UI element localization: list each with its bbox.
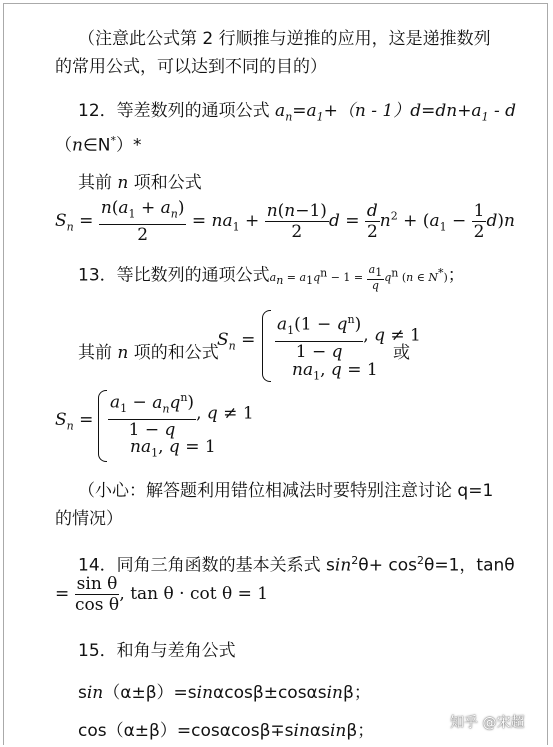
item15-formula-1: sin（α±β）=sinαcosβ±cosαsinβ； bbox=[78, 683, 371, 703]
item13-sum-lhs: $S_n$ = bbox=[217, 330, 256, 353]
item15-formula-2: cos（α±β）=cosαcosβ∓sinαsinβ； bbox=[78, 721, 375, 741]
item13-alt-case-1: $\frac{a_1 - a_nq^n)}{1 - q}$ , q ≠ 1 bbox=[108, 388, 254, 440]
left-brace-1 bbox=[262, 310, 271, 382]
item13-alt-case-2: $na_1$, q = 1 bbox=[130, 437, 216, 460]
item12-sum-label: 其前 n 项和公式 bbox=[78, 173, 202, 193]
left-brace-2 bbox=[98, 390, 107, 462]
item13-alt-lhs: $S_n$ = bbox=[55, 410, 94, 433]
item14-line-1: 14．同角三角函数的基本关系式 $\sin^2\theta+ \cos^2\theta=1$，tanθ bbox=[78, 554, 515, 576]
item12-condition: （n∈N*）* bbox=[55, 134, 142, 156]
item13-line bbox=[78, 262, 465, 292]
or-label: 或 bbox=[393, 343, 410, 363]
item13-case-2: $na_1$, q = 1 bbox=[292, 360, 378, 383]
item13-case-1: $\frac{a_1(1 - q^n)}{1 - q}$ , q ≠ 1 bbox=[275, 310, 421, 362]
item12-prefix: 12．等差数列的通项公式 bbox=[78, 101, 276, 121]
item13-sum-label: 其前 n 项的和公式 bbox=[78, 343, 219, 363]
caution-line-1: （小心：解答题利用错位相减法时要特别注意讨论 q=1 bbox=[78, 481, 494, 501]
item14-line-2: = $\frac{\text{sin θ}}{\text{cos θ}}$ , tan θ · cot θ = 1 bbox=[55, 574, 269, 615]
item12-sum-formula: $S_n$ = $\frac{n(a_1 + a_n)}{2}$ = $na_1$ + $\frac{n(n-1)}{2}$ d = $\frac{d}{2}$ $n^2 + (a_1$ − $\frac{1}{2}$ d)n bbox=[55, 198, 515, 246]
item13-formula: $a_n = a_1q^n - 1$ = $\frac{a_1}{q}$ $q^n$ (n ∈ N*) bbox=[269, 262, 448, 292]
item13-prefix: 13．等比数列的通项公式 bbox=[78, 265, 270, 286]
item15-title: 15．和角与差角公式 bbox=[78, 641, 236, 661]
zhihu-watermark: 知乎 @宋超 bbox=[450, 715, 525, 731]
caution-line-2: 的情况） bbox=[55, 509, 123, 529]
item12-formula: $a_n=a_1+(n - 1)d=dn+a_1 - d$ bbox=[275, 101, 517, 124]
item12-line bbox=[78, 100, 516, 128]
note-line-1: （注意此公式第 2 行顺推与逆推的应用，这是递推数列 bbox=[78, 29, 491, 49]
item13-tail: ； bbox=[447, 265, 465, 286]
note-line-2: 的常用公式，可以达到不同的目的） bbox=[55, 57, 327, 77]
